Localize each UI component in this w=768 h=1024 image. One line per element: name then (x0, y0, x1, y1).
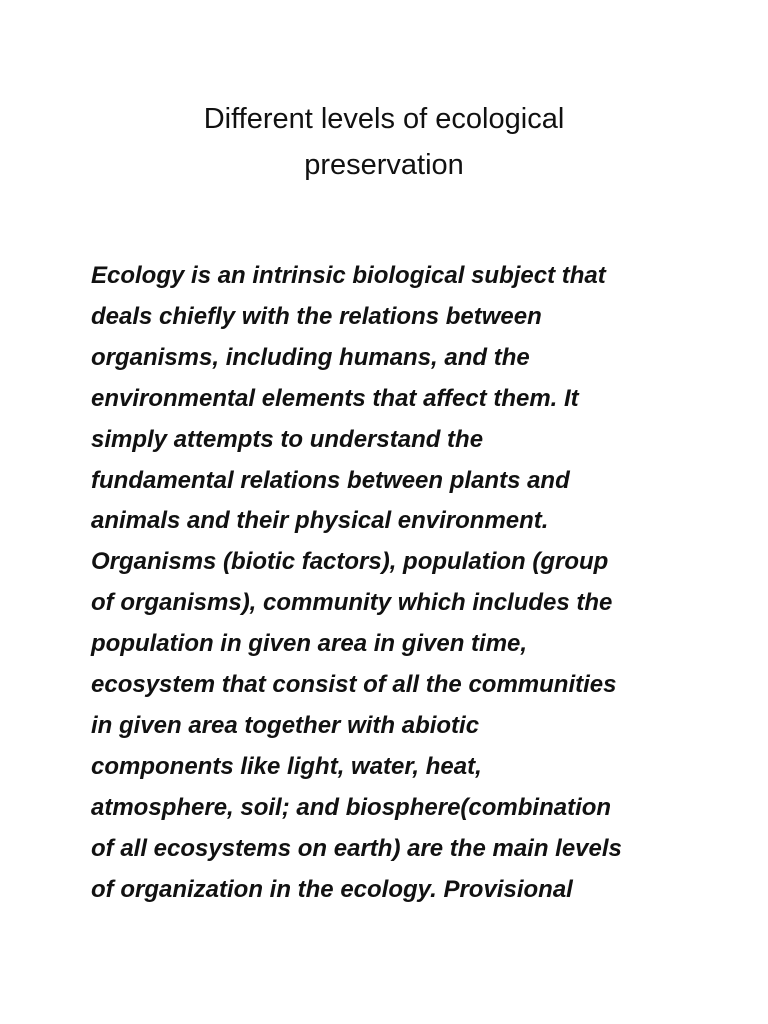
body-line: of organization in the ecology. Provisional (91, 875, 573, 903)
body-line: deals chiefly with the relations between (91, 302, 542, 330)
body-line: environmental elements that affect them. It (91, 384, 579, 412)
body-line: organisms, including humans, and the (91, 343, 530, 371)
body-line: of all ecosystems on earth) are the main levels (91, 834, 622, 862)
body-line: Organisms (biotic factors), population (group (91, 548, 609, 576)
body-line: simply attempts to understand the (91, 425, 484, 453)
body-line: in given area together with abiotic (91, 711, 480, 739)
body-line: animals and their physical environment. (91, 507, 549, 535)
body-line: population in given area in given time, (91, 630, 528, 658)
title-line: Different levels of ecological (203, 103, 565, 135)
title-line: preservation (304, 149, 464, 181)
document-title (0, 96, 768, 188)
body-line: ecosystem that consist of all the communities (91, 671, 617, 699)
body-paragraph (91, 256, 691, 911)
body-line: fundamental relations between plants and (91, 466, 570, 494)
body-line: Ecology is an intrinsic biological subject that (91, 262, 606, 289)
body-line: components like light, water, heat, (91, 752, 482, 780)
body-line: atmosphere, soil; and biosphere(combination (91, 793, 612, 821)
body-line: of organisms), community which includes the (91, 589, 613, 617)
